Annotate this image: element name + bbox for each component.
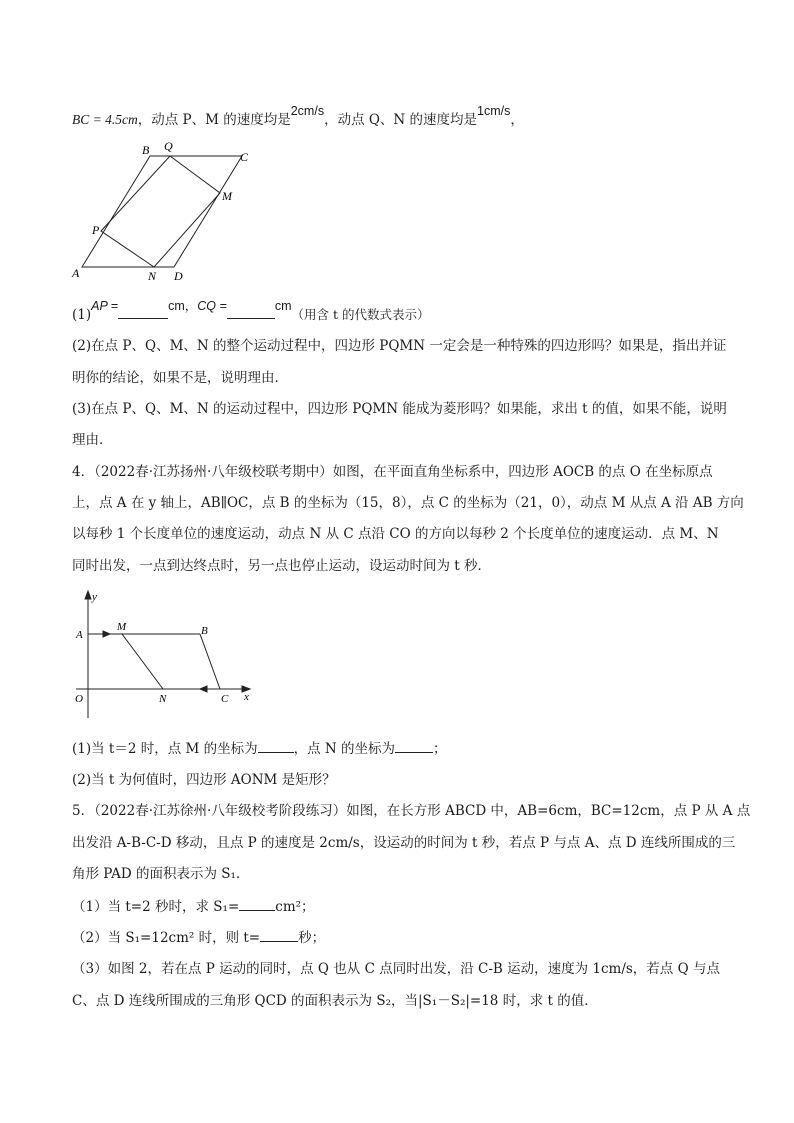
q5-sub3-line2: C、点 D 连线所围成的三角形 QCD 的面积表示为 S₂，当|S₁－S₂|=18 时，求 t 的值． — [72, 993, 598, 1009]
label-Q: Q — [164, 139, 173, 153]
label-C: C — [221, 693, 229, 705]
q5-line3: 角形 PAD 的面积表示为 S₁． — [72, 866, 250, 882]
label-P: P — [92, 223, 100, 237]
q3-sub1 — [72, 299, 430, 325]
q3-text: ，动点 Q、N 的速度均是 — [324, 112, 478, 128]
label-A: A — [76, 629, 83, 641]
q4-sub1 — [72, 738, 447, 759]
n-coordinate-blank[interactable] — [395, 738, 433, 753]
unit-cm: cm — [274, 299, 292, 313]
q3-sub3-line1: (3)在点 P、Q、M、N 的运动过程中，四边形 PQMN 能成为菱形吗？如果能，求出 t 的值，如果不能，说明 — [72, 401, 727, 417]
ap-answer-blank[interactable] — [118, 304, 168, 319]
m-coordinate-blank[interactable] — [258, 738, 294, 753]
ap-expr: AP = — [91, 299, 119, 313]
speed-pm: 2cm/s — [290, 104, 325, 118]
label-N: N — [148, 269, 157, 283]
q4-sub1-text: ，点 N 的坐标为 — [293, 741, 396, 757]
q5-sub2 — [72, 927, 325, 948]
cq-expr: CQ = — [197, 299, 227, 313]
bc-length: BC = 4.5cm — [72, 112, 138, 127]
label-N: N — [159, 693, 167, 705]
q4-line4: 同时出发，一点到达终点时，另一点也停止运动，设运动时间为 t 秒． — [72, 558, 492, 574]
label-C: C — [240, 150, 249, 164]
q4-line3: 以每秒 1 个长度单位的速度运动，动点 N 从 C 点沿 CO 的方向以每秒 2 个长度单位的速度运动．点 M、N — [72, 526, 719, 542]
q5-sub3-line1: （3）如图 2，若在点 P 运动的同时，点 Q 也从 C 点同时出发，沿 C-B 运动，速度为 1cm/s，若点 Q 与点 — [72, 961, 720, 977]
q5-sub1 — [72, 896, 315, 917]
label-A: A — [72, 266, 80, 280]
axis-x-label: x — [244, 691, 249, 703]
label-B: B — [201, 625, 208, 637]
label-D: D — [174, 269, 183, 283]
label-O: O — [75, 693, 83, 705]
q3-given-line — [72, 104, 524, 130]
axis-y-label: y — [92, 591, 97, 603]
speed-qn: 1cm/s — [477, 104, 511, 118]
t-answer-blank[interactable] — [260, 927, 298, 942]
q5-line2: 出发沿 A-B-C-D 移动，且点 P 的速度是 2cm/s，设运动的时间为 t 秒，若点 P 与点 A、点 D 连线所围成的三 — [72, 835, 736, 851]
q5-line1: 5．（2022春·江苏徐州·八年级校考阶段练习）如图，在长方形 ABCD 中，AB=6cm，BC=12cm，点 P 从 A 点 — [72, 803, 751, 819]
unit-cm: cm， — [168, 299, 198, 313]
q5-sub2-text: （2）当 S₁=12cm² 时，则 t= — [72, 930, 261, 946]
sub-index: (1) — [72, 307, 92, 323]
q4-sub1-text: ； — [433, 741, 447, 757]
q4-line2: 上，点 A 在 y 轴上，AB∥OC，点 B 的坐标为（15，8），点 C 的坐标为（21，0），动点 M 从点 A 沿 AB 方向 — [72, 495, 744, 511]
q3-sub3-line2: 理由． — [72, 432, 113, 448]
label-B: B — [142, 143, 150, 157]
hint-text: （用含 t 的代数式表示） — [291, 307, 430, 322]
q5-sub1-text: （1）当 t=2 秒时，求 S₁= — [72, 899, 240, 915]
q4-sub1-text: (1)当 t＝2 时，点 M 的坐标为 — [72, 741, 258, 757]
q3-sub2-line2: 明你的结论，如果不是，说明理由． — [72, 370, 288, 386]
coordinate-figure — [70, 588, 260, 724]
q5-sub1-text: cm²； — [275, 899, 315, 915]
q3-text: ，动点 P、M 的速度均是 — [137, 112, 291, 128]
q3-text: ， — [510, 112, 524, 128]
q5-sub2-text: 秒； — [298, 930, 326, 946]
parallelogram-figure — [66, 136, 266, 288]
s1-answer-blank[interactable] — [239, 896, 275, 911]
q4-line1: 4．（2022春·江苏扬州·八年级校联考期中）如图，在平面直角坐标系中，四边形 AOCB 的点 O 在坐标原点 — [72, 464, 713, 480]
q3-sub2-line1: (2)在点 P、Q、M、N 的整个运动过程中，四边形 PQMN 一定会是一种特殊的四边形吗？如果是，指出并证 — [72, 338, 727, 354]
label-M: M — [117, 621, 127, 633]
cq-answer-blank[interactable] — [227, 304, 275, 319]
label-M: M — [222, 189, 232, 203]
q4-sub2: (2)当 t 为何值时，四边形 AONM 是矩形？ — [72, 772, 336, 788]
